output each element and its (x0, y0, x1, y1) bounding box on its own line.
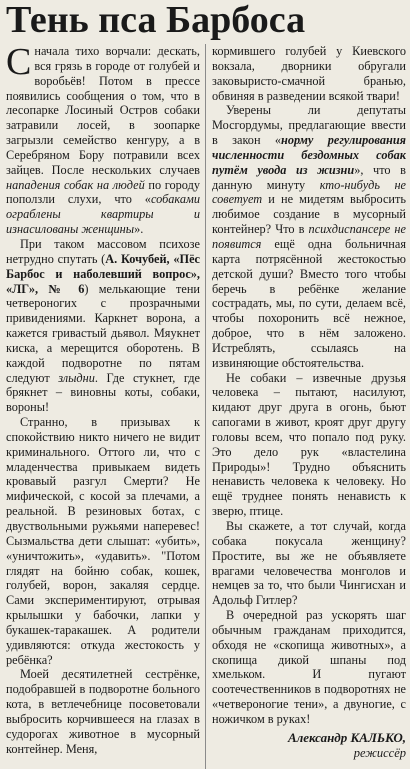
paragraph: кормившего голубей у Киевского вокзала, дворники обругали заковыристо-смачной бранью, обвиняя в разведении всякой твари! (212, 44, 406, 103)
paragraph: Не собаки – извечные друзья человека – пытают, насилуют, кидают друг друга в огонь, бьют сапогами в живот, кроят друг другу головы всем, что попало под руку. Это дело рук «властелина Природы»! Трудно объяснить ненависть человека к человеку. Но ещё труднее понять ненависть к зверю, птице. (212, 370, 406, 519)
paragraph: Уверены ли депутаты Мосгордумы, предлагающие ввести в закон «норму регулирования численности бездомных собак путём увода из жизни», что в данную минуту кто-нибудь не советует и не мидетям выбросить любимое создание в мусорный контейнер? Что в психдиспансере не появится ещё одна больничная карта потрясённой жестокостью детской души? Вместо того чтобы беречь в ребёнке желание сострадать, мы, по сути, делаем всё, чтобы похоронить всё нежное, доброе, что в нём заложено. Истреблять, ссылаясь на извиняющие обстоятельства. (212, 103, 406, 370)
author-name: Александр КАЛЬКО, (287, 729, 406, 745)
right-column (205, 44, 406, 769)
paragraph: Сначала тихо ворчали: дескать, вся грязь в городе от голубей и воробьёв! Потом в прессе появились сообщения о том, что в лесопарке Лосиный Остров собаки затравили лосей, в зоопарке загрызли семейство кенгуру, а в Серебряном Бору потравили всех зайцев. После нескольких случаев нападения собак на людей по городу поползли слухи, что «собаками ограблены квартиры и изнасилованы женщины». (6, 44, 200, 237)
drop-cap: С (6, 44, 32, 83)
paragraph: Моей десятилетней сестрёнке, подобравшей в подворотне больного кота, в ветлечебнице посоветовали выбросить корчившееся на глазах в судорогах животное в мусорный контейнер. Меня, (6, 667, 200, 756)
paragraph: Вы скажете, а тот случай, когда собака покусала женщину? Простите, вы же не объявляете врагами человечества монголов и немцев за то, что были Чингисхан и Адольф Гитлер? (212, 519, 406, 608)
paragraph: Странно, в призывах к спокойствию никто ничего не видит криминального. Оттого ли, что с младенчества привыкаем видеть кровавый разгул Смерти? Не мифической, с косой за плечами, а реальной. В резиновых ботах, с двуствольными ружьями наперевес! Сызмальства дети слышат: «убить», «уничтожить», «удавить». "Потом глядят на бойню собак, кошек, голубей, ворон, закаляя сердце. Сами экспериментируют, отрывая крылышки у бабочки, лапки у букашек-таракашек. А родители удивляются: откуда жестокость у ребёнка? (6, 415, 200, 667)
article-headline: Тень пса Барбоса (6, 0, 306, 41)
paragraph: В очередной раз ускорять шаг обычным гражданам приходится, обходя не «скопища животных», а скопища дикой шпаны под хмельком. И пугают соотечественников в подворотнях не «четвероногие тени», а двуногие, с ножичком в руках! (212, 608, 406, 726)
author-role: режиссёр (353, 745, 406, 760)
article-columns (6, 44, 406, 769)
paragraph: При таком массовом психозе нетрудно спутать (А. Кочубей, «Пёс Барбос и наболевший вопрос», «ЛГ», № 6) мелькающие тени четвероногих с прозрачными привидениями. Каркнет ворона, а кажется гривастый дьявол. Мяукнет киска, а мерещится оборотень. В каждой подворотне по пятам следуют злыдни. Где стукнет, где брякнет – виновны коты, собаки, вороны! (6, 236, 200, 415)
left-column (6, 44, 205, 769)
